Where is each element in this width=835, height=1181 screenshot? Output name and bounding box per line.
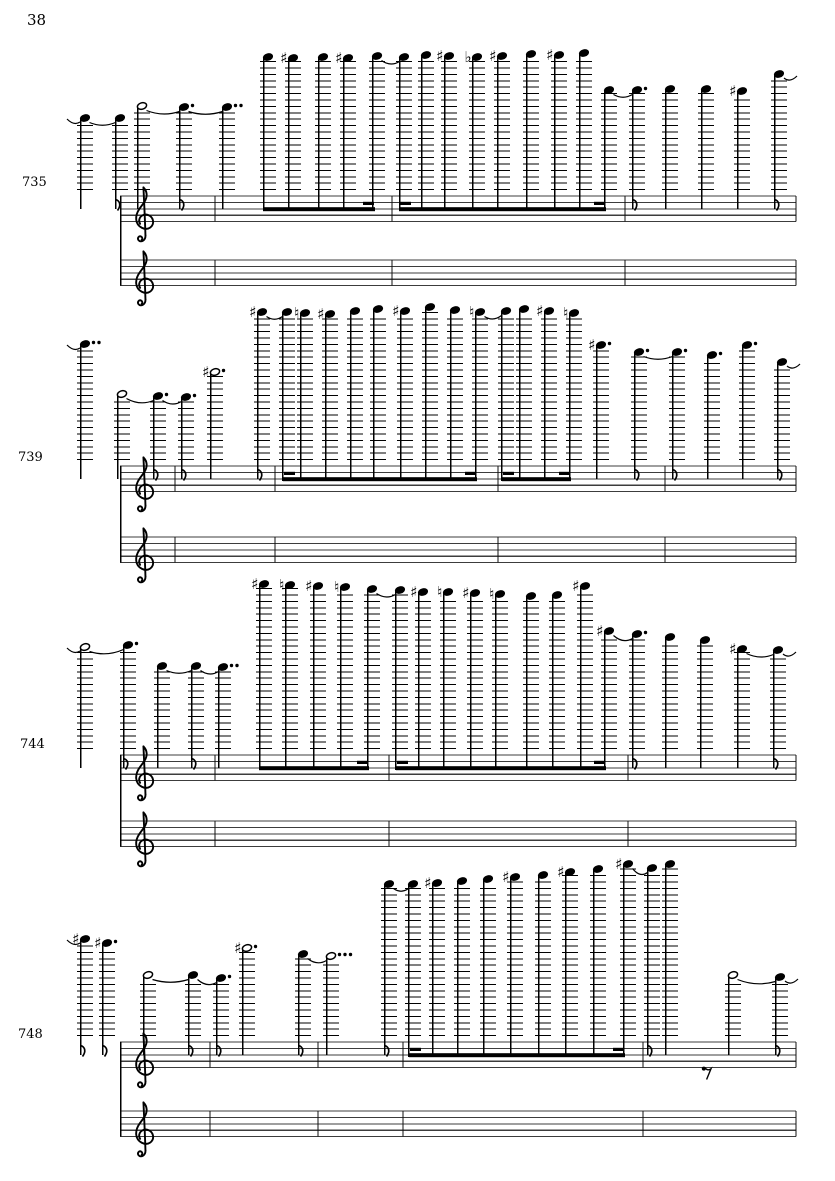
- tie-continuation: [67, 345, 80, 349]
- note: [480, 875, 496, 1058]
- note: [185, 971, 201, 1057]
- note: [370, 305, 386, 482]
- note: [323, 952, 352, 1055]
- augmentation-dot: [114, 940, 117, 943]
- natural-accidental-icon: ♮: [437, 583, 443, 601]
- note: [563, 304, 582, 481]
- natural-accidental-icon: ♮: [563, 304, 569, 322]
- note: [557, 863, 578, 1057]
- note: [697, 636, 713, 768]
- filled-notehead: [457, 877, 468, 886]
- augmentation-dot: [135, 642, 138, 645]
- augmentation-dot: [97, 341, 100, 344]
- filled-notehead: [432, 879, 443, 888]
- note: [77, 340, 101, 479]
- filled-notehead: [188, 971, 199, 980]
- flat-accidental-icon: ♭: [464, 48, 472, 66]
- filled-notehead: [191, 662, 202, 671]
- lower-staff: [120, 251, 796, 305]
- note: [294, 304, 313, 481]
- filled-notehead: [777, 358, 788, 367]
- note: [739, 341, 757, 479]
- filled-notehead: [501, 307, 512, 316]
- filled-notehead: [538, 871, 549, 880]
- filled-notehead: [565, 868, 576, 877]
- filled-notehead: [318, 53, 329, 62]
- note: [72, 930, 93, 1057]
- note: [601, 86, 617, 212]
- tie: [167, 671, 192, 674]
- tie: [382, 61, 400, 65]
- note: [410, 583, 431, 770]
- note: [251, 575, 272, 770]
- filled-notehead: [544, 307, 555, 316]
- sharp-accidental-icon: ♯: [536, 302, 544, 320]
- augmentation-dot: [230, 664, 233, 667]
- filled-notehead: [395, 586, 406, 595]
- filled-notehead: [519, 305, 530, 314]
- augmentation-dot: [191, 104, 194, 107]
- note: [213, 974, 231, 1057]
- filled-notehead: [632, 86, 643, 95]
- partial-beam: [594, 761, 605, 764]
- filled-notehead: [418, 588, 429, 597]
- note: [260, 53, 276, 212]
- filled-notehead: [737, 645, 748, 654]
- filled-notehead: [288, 54, 299, 63]
- note: [615, 855, 636, 1057]
- note: [546, 46, 567, 211]
- lower-staff: [120, 1102, 796, 1156]
- filled-notehead: [483, 875, 494, 884]
- sharp-accidental-icon: ♯: [729, 640, 737, 658]
- filled-notehead: [526, 592, 537, 601]
- filled-notehead: [775, 973, 786, 982]
- filled-notehead: [80, 935, 91, 944]
- note: [347, 307, 363, 482]
- augmentation-dot: [343, 953, 346, 956]
- note: [549, 591, 565, 771]
- augmentation-dot: [349, 953, 352, 956]
- filled-notehead: [569, 309, 580, 318]
- augmentation-dot: [254, 945, 257, 948]
- tie: [738, 980, 776, 984]
- sharp-accidental-icon: ♯: [249, 303, 257, 321]
- note: [535, 871, 551, 1058]
- sharp-accidental-icon: ♯: [596, 622, 604, 640]
- lower-staff: [120, 528, 796, 582]
- note: [498, 307, 514, 482]
- sharp-accidental-icon: ♯: [729, 82, 737, 100]
- sharp-accidental-icon: ♯: [615, 855, 623, 873]
- sharp-accidental-icon: ♯: [305, 577, 313, 595]
- filled-notehead: [325, 310, 336, 319]
- filled-notehead: [115, 114, 126, 123]
- note: [629, 86, 647, 211]
- tie-continuation: [67, 648, 80, 652]
- sharp-accidental-icon: ♯: [392, 302, 400, 320]
- note: [489, 585, 508, 770]
- note: [729, 640, 750, 768]
- note: [662, 633, 678, 768]
- tie: [153, 980, 189, 983]
- filled-notehead: [554, 51, 565, 60]
- augmentation-dot: [165, 393, 168, 396]
- augmentation-dot: [608, 342, 611, 345]
- augmentation-dot: [644, 87, 647, 90]
- filled-notehead: [181, 393, 192, 402]
- note: [523, 592, 539, 771]
- filled-notehead: [604, 627, 615, 636]
- note: [249, 303, 270, 481]
- filled-notehead: [742, 341, 753, 350]
- filled-notehead: [700, 636, 711, 645]
- beam: [502, 472, 571, 481]
- filled-notehead: [665, 633, 676, 642]
- sharp-accidental-icon: ♯: [436, 47, 444, 65]
- augmentation-dot: [684, 349, 687, 352]
- partial-beam: [559, 472, 570, 475]
- note: [392, 586, 408, 771]
- filled-notehead: [421, 51, 432, 60]
- filled-notehead: [343, 54, 354, 63]
- note: [454, 877, 470, 1058]
- tie: [90, 650, 124, 654]
- open-notehead: [210, 368, 221, 377]
- note: [150, 392, 168, 481]
- augmentation-dot: [644, 631, 647, 634]
- filled-notehead: [580, 582, 591, 591]
- note: [405, 880, 421, 1058]
- filled-notehead: [80, 340, 91, 349]
- filled-notehead: [593, 865, 604, 874]
- filled-notehead: [552, 591, 563, 600]
- note: [469, 303, 488, 481]
- filled-notehead: [384, 880, 395, 889]
- augmentation-dot: [719, 352, 722, 355]
- note: [154, 662, 170, 768]
- note: [219, 103, 243, 209]
- note: [729, 82, 750, 209]
- natural-accidental-icon: ♮: [489, 585, 495, 603]
- filled-notehead: [495, 590, 506, 599]
- note: [317, 305, 338, 481]
- beam: [396, 761, 606, 770]
- beam: [399, 202, 606, 211]
- partial-beam: [503, 472, 514, 475]
- sharp-accidental-icon: ♯: [572, 577, 580, 595]
- note: [178, 393, 196, 481]
- filled-notehead: [450, 306, 461, 315]
- system-748: [67, 855, 798, 1156]
- partial-beam: [357, 761, 368, 764]
- partial-beam: [400, 202, 411, 205]
- open-notehead: [728, 971, 739, 980]
- eighth-flag-icon: [103, 1046, 107, 1057]
- augmentation-dot: [754, 342, 757, 345]
- partial-beam: [397, 761, 408, 764]
- filled-notehead: [399, 53, 410, 62]
- note: [770, 646, 786, 770]
- open-notehead: [326, 952, 337, 961]
- filled-notehead: [153, 392, 164, 401]
- partial-beam: [594, 202, 605, 205]
- filled-notehead: [216, 974, 227, 983]
- augmentation-dot: [222, 369, 225, 372]
- sharp-accidental-icon: ♯: [502, 868, 510, 886]
- note: [215, 663, 239, 768]
- tie: [90, 123, 116, 126]
- natural-accidental-icon: ♮: [279, 576, 285, 594]
- note: [279, 308, 295, 482]
- filled-notehead: [604, 86, 615, 95]
- tie: [614, 95, 633, 98]
- note: [631, 348, 649, 481]
- tie: [644, 357, 673, 360]
- note: [364, 585, 380, 771]
- filled-notehead: [285, 581, 296, 590]
- tie: [189, 112, 223, 115]
- note: [588, 336, 611, 479]
- note: [771, 70, 787, 211]
- note: [774, 358, 790, 481]
- open-notehead: [143, 971, 154, 980]
- natural-accidental-icon: ♮: [334, 578, 340, 596]
- eighth-flag-icon: [116, 200, 120, 211]
- filled-notehead: [282, 308, 293, 317]
- eighth-rest-icon: [702, 1067, 711, 1080]
- filled-notehead: [263, 53, 274, 62]
- note: [424, 874, 445, 1057]
- note: [335, 49, 356, 211]
- note: [422, 303, 438, 482]
- filled-notehead: [257, 308, 268, 317]
- tie-continuation: [787, 364, 800, 368]
- note: [94, 934, 117, 1057]
- note: [447, 306, 463, 482]
- filled-notehead: [701, 85, 712, 94]
- note: [576, 49, 592, 212]
- sharp-accidental-icon: ♯: [72, 930, 80, 948]
- system-744: [67, 575, 796, 866]
- note: [305, 577, 326, 770]
- filled-notehead: [665, 860, 676, 869]
- filled-notehead: [632, 630, 643, 639]
- augmentation-dot: [646, 349, 649, 352]
- filled-notehead: [350, 307, 361, 316]
- filled-notehead: [665, 85, 676, 94]
- note: [516, 305, 532, 482]
- note: [523, 50, 539, 212]
- filled-notehead: [444, 52, 455, 61]
- augmentation-dot: [228, 975, 231, 978]
- filled-notehead: [579, 49, 590, 58]
- upper-staff: [120, 187, 796, 241]
- sharp-accidental-icon: ♯: [489, 47, 497, 65]
- filled-notehead: [472, 53, 483, 62]
- augmentation-dot: [234, 104, 237, 107]
- note: [77, 643, 93, 768]
- filled-notehead: [373, 305, 384, 314]
- filled-notehead: [623, 860, 634, 869]
- filled-notehead: [647, 864, 658, 873]
- tie-continuation: [67, 119, 80, 123]
- note: [704, 351, 722, 479]
- sharp-accidental-icon: ♯: [202, 363, 210, 381]
- note: [280, 49, 301, 211]
- sharp-accidental-icon: ♯: [317, 305, 325, 323]
- open-notehead: [242, 944, 253, 953]
- note: [176, 103, 194, 211]
- page-number: 38: [27, 11, 47, 29]
- measure-number-system-1: 735: [22, 175, 47, 190]
- note: [295, 950, 311, 1057]
- filled-notehead: [300, 309, 311, 318]
- tie: [127, 399, 154, 403]
- sharp-accidental-icon: ♯: [546, 46, 554, 64]
- tie: [147, 111, 180, 115]
- measure-number-system-2: 739: [18, 450, 43, 465]
- open-notehead: [137, 102, 148, 111]
- filled-notehead: [102, 939, 113, 948]
- filled-notehead: [157, 662, 168, 671]
- sharp-accidental-icon: ♯: [410, 583, 418, 601]
- eighth-flag-icon: [81, 1046, 85, 1057]
- filled-notehead: [737, 87, 748, 96]
- note: [502, 868, 523, 1057]
- augmentation-dot: [193, 394, 196, 397]
- partial-beam: [465, 472, 476, 475]
- note: [662, 85, 678, 209]
- note: [698, 85, 714, 209]
- filled-notehead: [408, 880, 419, 889]
- sharp-accidental-icon: ♯: [251, 575, 259, 593]
- natural-accidental-icon: ♮: [294, 304, 300, 322]
- filled-notehead: [222, 103, 233, 112]
- partial-beam: [284, 472, 295, 475]
- natural-accidental-icon: ♮: [469, 303, 475, 321]
- filled-notehead: [259, 580, 270, 589]
- partial-beam: [410, 1048, 421, 1051]
- filled-notehead: [340, 583, 351, 592]
- note: [334, 578, 353, 770]
- note: [590, 865, 606, 1058]
- note: [629, 630, 647, 770]
- filled-notehead: [634, 348, 645, 357]
- filled-notehead: [372, 52, 383, 61]
- filled-notehead: [179, 103, 190, 112]
- note: [436, 47, 457, 211]
- note: [437, 583, 456, 770]
- upper-staff: [120, 746, 796, 800]
- note: [644, 864, 660, 1057]
- system-739: [67, 302, 800, 582]
- tie-continuation: [784, 76, 797, 80]
- note: [392, 302, 413, 481]
- filled-notehead: [774, 70, 785, 79]
- note: [572, 577, 593, 770]
- filled-notehead: [526, 50, 537, 59]
- note: [772, 973, 788, 1057]
- sharp-accidental-icon: ♯: [234, 939, 242, 957]
- filled-notehead: [443, 588, 454, 597]
- note: [662, 860, 678, 1055]
- open-notehead: [80, 643, 91, 652]
- note: [120, 641, 138, 770]
- augmentation-dot: [239, 104, 242, 107]
- open-notehead: [117, 390, 128, 399]
- filled-notehead: [123, 641, 134, 650]
- filled-notehead: [707, 351, 718, 360]
- measure-number-system-3: 744: [20, 737, 45, 752]
- filled-notehead: [425, 303, 436, 312]
- note: [202, 363, 225, 479]
- measure-number-system-4: 748: [18, 1027, 43, 1042]
- tie-continuation: [783, 652, 796, 656]
- filled-notehead: [470, 589, 481, 598]
- filled-notehead: [313, 582, 324, 591]
- sharp-accidental-icon: ♯: [94, 934, 102, 952]
- filled-notehead: [400, 307, 411, 316]
- sharp-accidental-icon: ♯: [462, 584, 470, 602]
- beam: [409, 1048, 625, 1057]
- filled-notehead: [218, 663, 229, 672]
- note: [464, 48, 485, 211]
- filled-notehead: [497, 52, 508, 61]
- note: [279, 576, 298, 770]
- note: [234, 939, 257, 1055]
- note: [396, 53, 412, 212]
- sharp-accidental-icon: ♯: [588, 336, 596, 354]
- sharp-accidental-icon: ♯: [280, 49, 288, 67]
- note: [77, 114, 93, 209]
- filled-notehead: [596, 341, 607, 350]
- filled-notehead: [672, 348, 683, 357]
- filled-notehead: [298, 950, 309, 959]
- augmentation-dot: [235, 664, 238, 667]
- sharp-accidental-icon: ♯: [335, 49, 343, 67]
- sharp-accidental-icon: ♯: [424, 874, 432, 892]
- note: [381, 880, 397, 1057]
- tie: [747, 654, 774, 658]
- upper-staff: [120, 457, 796, 511]
- filled-notehead: [80, 114, 91, 123]
- filled-notehead: [510, 873, 521, 882]
- system-735: [67, 46, 797, 305]
- filled-notehead: [367, 585, 378, 594]
- note: [418, 51, 434, 212]
- filled-notehead: [773, 646, 784, 655]
- note: [188, 662, 204, 770]
- note: [536, 302, 557, 481]
- note: [669, 348, 687, 481]
- augmentation-dot: [92, 341, 95, 344]
- sharp-accidental-icon: ♯: [557, 863, 565, 881]
- note: [596, 622, 617, 770]
- augmentation-dot: [338, 953, 341, 956]
- tie-continuation: [785, 979, 798, 983]
- note: [489, 47, 510, 211]
- note: [315, 53, 331, 212]
- partial-beam: [613, 1048, 624, 1051]
- filled-notehead: [475, 308, 486, 317]
- note: [369, 52, 385, 212]
- beam: [283, 472, 477, 481]
- note: [462, 584, 483, 770]
- lower-staff: [120, 812, 796, 866]
